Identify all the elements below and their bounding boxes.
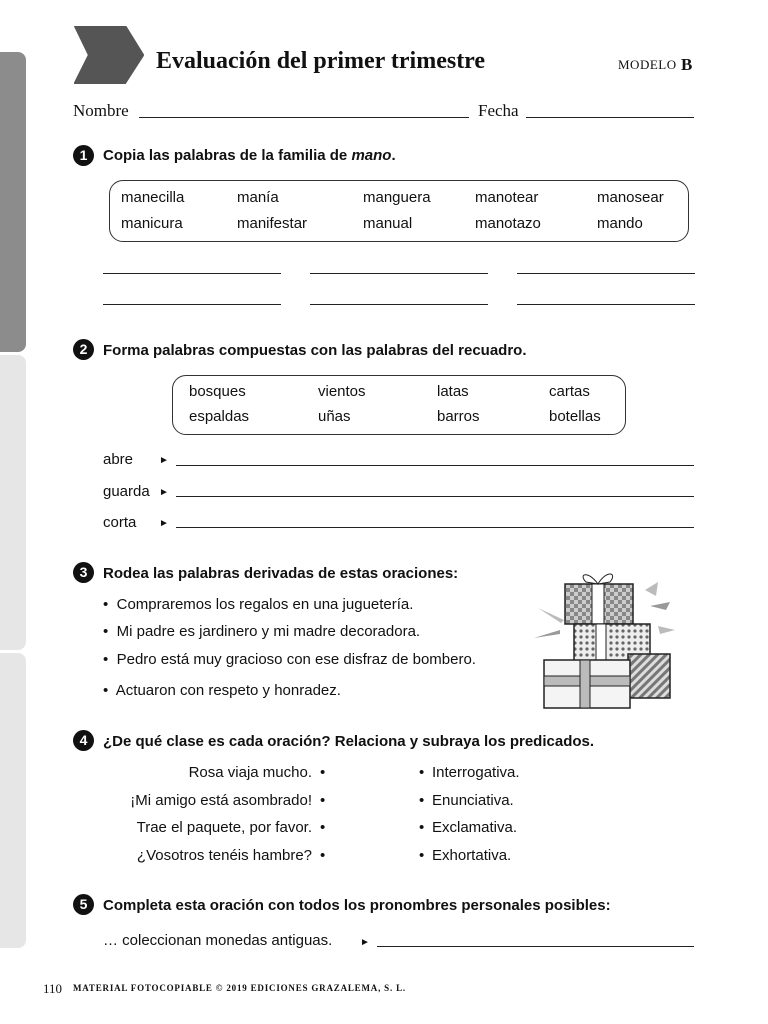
- word: manicura: [121, 215, 183, 232]
- answer-line[interactable]: [310, 273, 488, 274]
- list-item: • Pedro está muy gracioso con ese disfraz de bombero.: [103, 651, 476, 668]
- arrow-icon: ►: [159, 455, 169, 466]
- prefix-label: corta: [103, 514, 137, 531]
- word: manual: [363, 215, 413, 232]
- sentence-type: Exhortativa.: [432, 847, 512, 864]
- sentence-item: ¡Mi amigo está asombrado!: [130, 792, 312, 809]
- word: manguera: [363, 189, 431, 206]
- arrow-icon: ►: [159, 518, 169, 529]
- answer-line[interactable]: [517, 273, 695, 274]
- question-2-text: Forma palabras compuestas con las palabras del recuadro.: [103, 342, 527, 359]
- word: latas: [437, 383, 469, 400]
- word: bosques: [189, 383, 246, 400]
- fecha-label: Fecha: [478, 101, 519, 120]
- word: manecilla: [121, 189, 185, 206]
- answer-line[interactable]: [103, 273, 281, 274]
- word: barros: [437, 408, 480, 425]
- side-tab: [0, 653, 26, 948]
- word: manosear: [597, 189, 664, 206]
- answer-line[interactable]: [176, 527, 694, 528]
- match-dot[interactable]: •: [320, 819, 326, 836]
- match-dot[interactable]: •: [419, 764, 425, 781]
- sentence-item: ¿Vosotros tenéis hambre?: [136, 847, 312, 864]
- match-dot[interactable]: •: [419, 792, 425, 809]
- nombre-field[interactable]: [139, 117, 469, 118]
- word: manotear: [475, 189, 539, 206]
- match-dot[interactable]: •: [419, 847, 425, 864]
- match-dot[interactable]: •: [320, 847, 326, 864]
- prefix-label: guarda: [103, 483, 150, 500]
- match-dot[interactable]: •: [320, 764, 326, 781]
- chevron-icon: [72, 26, 144, 84]
- question-3-text: Rodea las palabras derivadas de estas oraciones:: [103, 565, 459, 582]
- word: manifestar: [237, 215, 308, 232]
- answer-line[interactable]: [176, 496, 694, 497]
- match-dot[interactable]: •: [419, 819, 425, 836]
- list-item: • Compraremos los regalos en una juguetería.: [103, 596, 414, 613]
- modelo-label: MODELO: [618, 57, 677, 72]
- side-tab: [0, 52, 26, 352]
- fecha-field[interactable]: [526, 117, 694, 118]
- question-5-text: Completa esta oración con todos los pronombres personales posibles:: [103, 897, 611, 914]
- answer-line[interactable]: [517, 304, 695, 305]
- match-dot[interactable]: •: [320, 792, 326, 809]
- question-number: 5: [73, 894, 94, 915]
- word: manía: [237, 189, 279, 206]
- question-4-text: ¿De qué clase es cada oración? Relaciona y subraya los predicados.: [103, 733, 595, 750]
- sentence-item: Rosa viaja mucho.: [188, 764, 312, 781]
- question-number: 3: [73, 562, 94, 583]
- nombre-label: Nombre: [73, 101, 129, 120]
- answer-line[interactable]: [176, 465, 694, 466]
- word: manotazo: [475, 215, 541, 232]
- word: espaldas: [189, 408, 250, 425]
- question-1-text: Copia las palabras de la familia de mano.: [103, 147, 396, 164]
- sentence-type: Interrogativa.: [432, 764, 520, 781]
- modelo-letter: B: [681, 55, 693, 74]
- question-number: 2: [73, 339, 94, 360]
- word: uñas: [318, 408, 351, 425]
- answer-line[interactable]: [310, 304, 488, 305]
- sentence-type: Enunciativa.: [432, 792, 514, 809]
- question-number: 1: [73, 145, 94, 166]
- answer-line[interactable]: [103, 304, 281, 305]
- arrow-icon: ►: [159, 487, 169, 498]
- word: cartas: [549, 383, 590, 400]
- gifts-illustration: [530, 568, 680, 713]
- word: botellas: [549, 408, 601, 425]
- word: vientos: [318, 383, 366, 400]
- question-number: 4: [73, 730, 94, 751]
- footer-text: MATERIAL FOTOCOPIABLE © 2019 EDICIONES GRAZALEMA, S. L.: [73, 983, 406, 993]
- sentence-item: Trae el paquete, por favor.: [136, 819, 312, 836]
- page-number: 110: [43, 981, 63, 996]
- list-item: • Mi padre es jardinero y mi madre decoradora.: [103, 623, 421, 640]
- sentence-text: … coleccionan monedas antiguas.: [103, 932, 333, 949]
- word: mando: [597, 215, 643, 232]
- sentence-type: Exclamativa.: [432, 819, 518, 836]
- arrow-icon: ►: [360, 937, 370, 948]
- prefix-label: abre: [103, 451, 134, 468]
- side-tab: [0, 355, 26, 650]
- answer-line[interactable]: [377, 946, 694, 947]
- list-item: • Actuaron con respeto y honradez.: [103, 682, 341, 699]
- page-title: Evaluación del primer trimestre: [156, 48, 486, 74]
